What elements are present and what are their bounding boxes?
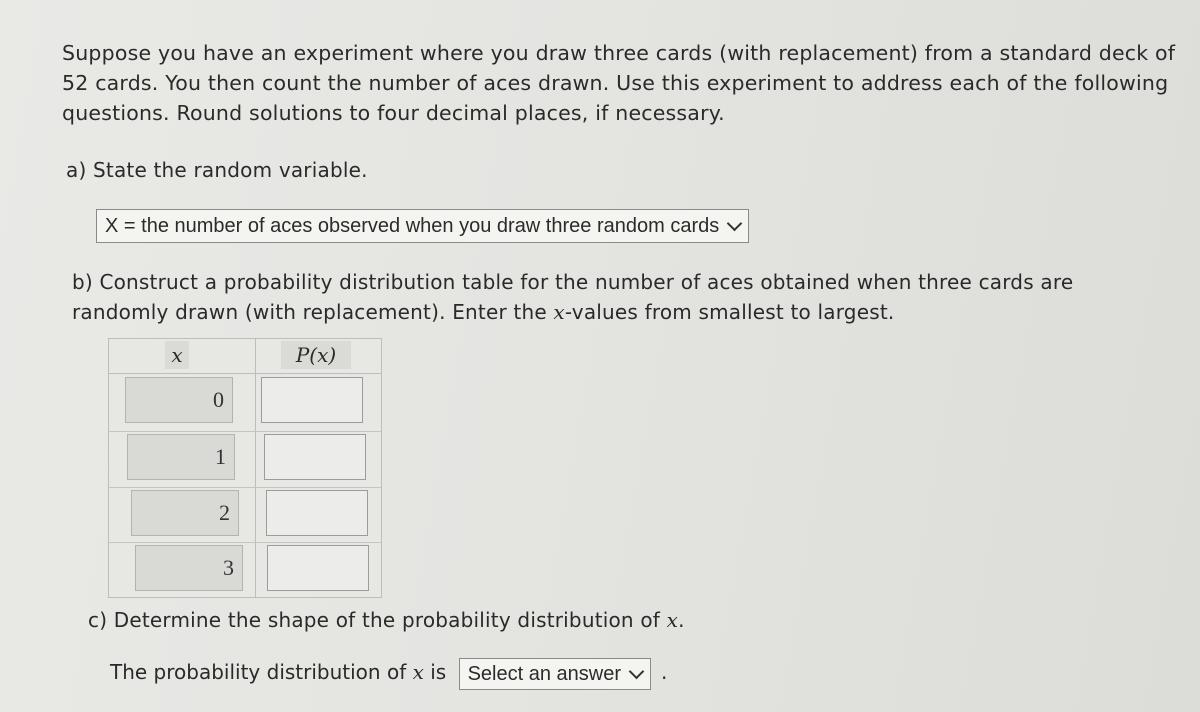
row-divider (109, 487, 381, 488)
p-value-input-2[interactable] (266, 490, 368, 536)
table-header (109, 339, 381, 374)
header-p-of-x: P(x) (281, 341, 351, 369)
problem-statement: Suppose you have an experiment where you draw three cards (with replacement) from a standard deck of 52 cards. You then count the number of aces drawn. Use this experiment to address each of the following questions. Round solutions to four decimal places, if necessary. (62, 41, 1176, 125)
part-c-variable: x (666, 608, 679, 632)
answer-text-start: The probability distribution of (110, 660, 413, 684)
part-a-label: a) State the random variable. (66, 158, 368, 182)
part-c-text-end: . (678, 608, 685, 632)
chevron-down-icon (629, 663, 645, 679)
p-value-input-1[interactable] (264, 434, 366, 480)
part-c-label (88, 605, 685, 635)
random-variable-value: X = the number of aces observed when you draw three random cards (105, 214, 720, 237)
probability-distribution-table (108, 338, 382, 598)
part-b-text-end: -values from smallest to largest. (564, 300, 895, 324)
shape-select-dropdown[interactable] (459, 658, 651, 690)
x-value-cell: 2 (131, 490, 239, 536)
header-x: x (165, 341, 189, 369)
part-b-label (72, 267, 1172, 327)
part-b-text-start: b) Construct a probability distribution table for the number of aces obtained when three cards are randomly drawn (with replacement). Enter the (72, 270, 1074, 324)
p-value-input-0[interactable] (261, 377, 363, 423)
column-divider (255, 339, 256, 597)
row-divider (109, 542, 381, 543)
part-b-variable: x (553, 300, 565, 324)
part-c-text-start: c) Determine the shape of the probability distribution of (88, 608, 667, 632)
shape-answer-line (110, 657, 667, 690)
answer-text-end: . (661, 660, 668, 684)
answer-text-mid: is (423, 660, 453, 684)
x-value-cell: 1 (127, 434, 235, 480)
chevron-down-icon (727, 216, 743, 232)
random-variable-dropdown[interactable] (96, 209, 749, 243)
x-value-cell: 0 (125, 377, 233, 423)
row-divider (109, 431, 381, 432)
p-value-input-3[interactable] (267, 545, 369, 591)
shape-select-placeholder: Select an answer (467, 662, 621, 685)
x-value-cell: 3 (135, 545, 243, 591)
answer-variable: x (412, 660, 424, 684)
